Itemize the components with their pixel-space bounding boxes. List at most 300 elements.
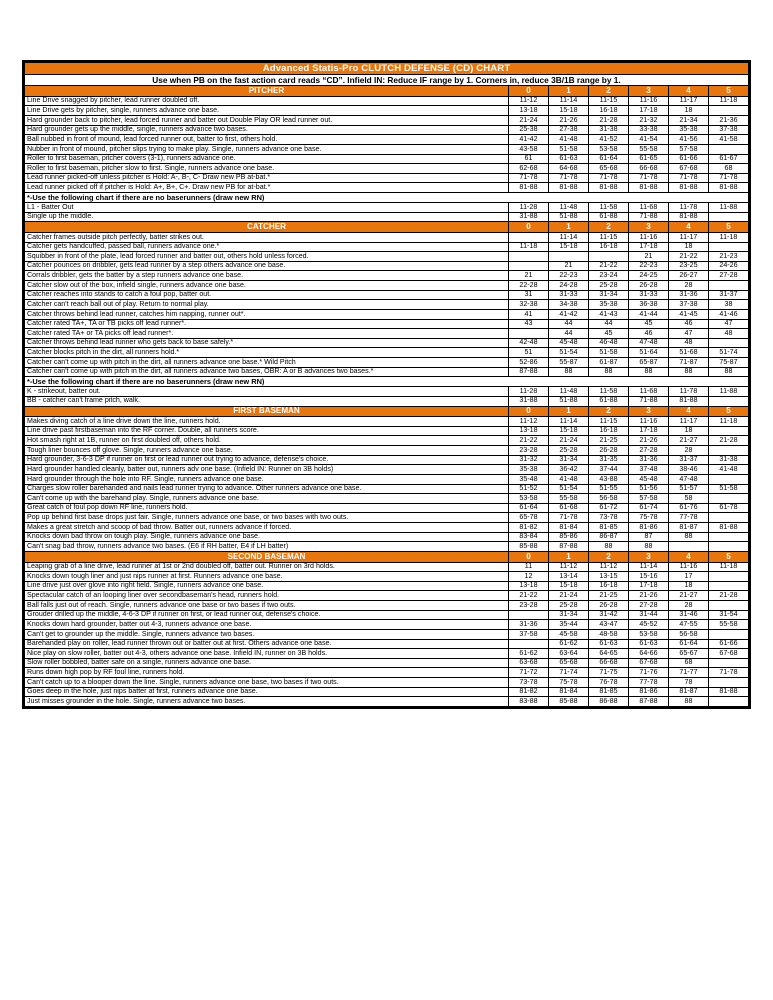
range-value: 43-88 bbox=[588, 474, 628, 484]
range-value: 11-88 bbox=[708, 203, 748, 213]
range-value: 16-18 bbox=[588, 581, 628, 591]
range-value: 11-58 bbox=[588, 203, 628, 213]
range-column-header: 3 bbox=[628, 222, 668, 233]
range-value: 41-52 bbox=[588, 135, 628, 145]
range-value: 21-25 bbox=[588, 591, 628, 601]
table-row bbox=[25, 678, 749, 688]
table-row bbox=[25, 144, 749, 154]
range-value: 11-58 bbox=[588, 387, 628, 397]
range-column-header: 5 bbox=[708, 406, 748, 417]
range-column-header: 3 bbox=[628, 406, 668, 417]
range-value: 58 bbox=[668, 494, 708, 504]
range-value: 71-77 bbox=[668, 668, 708, 678]
play-description: Hard grounder handled cleanly, batter out, runners adv one base. (Infield IN: Runner on 3B holds) bbox=[25, 465, 509, 475]
range-value: 17 bbox=[668, 572, 708, 582]
range-value: 31-37 bbox=[668, 455, 708, 465]
play-description: Catcher throws behind lead runner who gets back to base safely.* bbox=[25, 338, 509, 348]
range-value: 11-18 bbox=[708, 562, 748, 572]
range-value: 11-68 bbox=[628, 203, 668, 213]
range-value: 47-48 bbox=[668, 474, 708, 484]
table-row bbox=[25, 542, 749, 552]
table-row bbox=[25, 697, 749, 707]
table-row bbox=[25, 417, 749, 427]
range-value: 65-68 bbox=[548, 658, 588, 668]
range-value: 61-65 bbox=[628, 154, 668, 164]
range-value: 11-12 bbox=[508, 417, 548, 427]
play-description: Can't snag bad throw, runners advance two bases. (E6 if RH batter, E4 if LH batter) bbox=[25, 542, 509, 552]
range-value: 81-88 bbox=[668, 396, 708, 406]
range-value: 16-18 bbox=[588, 242, 628, 252]
section-note-row bbox=[25, 377, 749, 387]
range-value: 15-18 bbox=[548, 242, 588, 252]
range-value: 31-37 bbox=[708, 290, 748, 300]
range-value: 41-45 bbox=[668, 309, 708, 319]
range-value bbox=[708, 658, 748, 668]
range-value: 61-88 bbox=[588, 396, 628, 406]
table-row bbox=[25, 532, 749, 542]
table-row bbox=[25, 252, 749, 262]
range-value: 67-68 bbox=[628, 658, 668, 668]
range-value: 71-88 bbox=[628, 212, 668, 222]
range-column-header: 0 bbox=[508, 406, 548, 417]
play-description: Can't come up with the barehand play. Single, runners advance one base. bbox=[25, 494, 509, 504]
table-row bbox=[25, 164, 749, 174]
range-value: 21 bbox=[548, 261, 588, 271]
range-value: 46-48 bbox=[588, 338, 628, 348]
range-value: 43-58 bbox=[508, 144, 548, 154]
range-value: 46 bbox=[628, 329, 668, 339]
range-value: 11-88 bbox=[708, 387, 748, 397]
range-value: 61-66 bbox=[708, 639, 748, 649]
range-value: 11-14 bbox=[628, 562, 668, 572]
play-description: Catcher can't come up with pitch in the dirt, all runners advance two bases, OBR: A or B advances two bases.* bbox=[25, 367, 509, 377]
range-value: 35-38 bbox=[668, 125, 708, 135]
range-value: 57-58 bbox=[668, 144, 708, 154]
range-value: 63-68 bbox=[508, 658, 548, 668]
range-column-header: 2 bbox=[588, 86, 628, 97]
range-value: 51-88 bbox=[548, 212, 588, 222]
table-row bbox=[25, 503, 749, 513]
table-row bbox=[25, 173, 749, 183]
table-row bbox=[25, 387, 749, 397]
range-value bbox=[708, 601, 748, 611]
range-value: 51 bbox=[508, 348, 548, 358]
range-value: 11-17 bbox=[668, 232, 708, 242]
table-row bbox=[25, 319, 749, 329]
range-value: 41-48 bbox=[708, 465, 748, 475]
range-value: 61-67 bbox=[708, 154, 748, 164]
range-value: 88 bbox=[708, 367, 748, 377]
play-description: Great catch of foul pop down RF line, runners hold. bbox=[25, 503, 509, 513]
range-value: 81-88 bbox=[708, 183, 748, 193]
range-value: 61-64 bbox=[588, 154, 628, 164]
range-value: 81-88 bbox=[708, 523, 748, 533]
range-value: 31-36 bbox=[508, 620, 548, 630]
range-value: 21-28 bbox=[588, 116, 628, 126]
table-row bbox=[25, 629, 749, 639]
range-value: 53-58 bbox=[588, 144, 628, 154]
range-value: 13-15 bbox=[588, 572, 628, 582]
play-description: L1 - Batter Out bbox=[25, 203, 509, 213]
range-value: 51-56 bbox=[628, 484, 668, 494]
section-title: PITCHER bbox=[25, 86, 509, 97]
range-value: 27-28 bbox=[628, 601, 668, 611]
range-value: 36-38 bbox=[628, 300, 668, 310]
range-value: 41-56 bbox=[668, 135, 708, 145]
range-value: 81-88 bbox=[548, 183, 588, 193]
range-value: 56-58 bbox=[588, 494, 628, 504]
range-value: 71-72 bbox=[508, 668, 548, 678]
range-value: 81-85 bbox=[588, 687, 628, 697]
range-value: 51-74 bbox=[708, 348, 748, 358]
range-value: 86-87 bbox=[588, 532, 628, 542]
range-value: 21-26 bbox=[628, 591, 668, 601]
range-value: 73-78 bbox=[508, 678, 548, 688]
range-value: 31-88 bbox=[508, 212, 548, 222]
play-description: Hard grounder through the hole into RF. Single, runners advance one base. bbox=[25, 474, 509, 484]
range-value: 48-58 bbox=[588, 629, 628, 639]
table-row bbox=[25, 106, 749, 116]
range-value: 81-87 bbox=[668, 523, 708, 533]
range-value: 48 bbox=[668, 338, 708, 348]
play-description: Catcher pounces on dribbler, gets lead runner by a step others advance one base. bbox=[25, 261, 509, 271]
range-value: 11-14 bbox=[548, 96, 588, 106]
range-value: 11-28 bbox=[508, 203, 548, 213]
table-row bbox=[25, 242, 749, 252]
range-value: 26-27 bbox=[668, 271, 708, 281]
range-value: 85-88 bbox=[548, 697, 588, 707]
section-header-catcher bbox=[25, 222, 749, 233]
range-value: 15-18 bbox=[548, 426, 588, 436]
table-row bbox=[25, 581, 749, 591]
range-value: 81-88 bbox=[668, 212, 708, 222]
range-value: 24-25 bbox=[628, 271, 668, 281]
range-value: 31-34 bbox=[548, 610, 588, 620]
play-description: Hard grounder back to pitcher, lead forced runner and batter out Double Play OR lead runner out. bbox=[25, 116, 509, 126]
range-value: 61-64 bbox=[508, 503, 548, 513]
range-value: 65-68 bbox=[588, 164, 628, 174]
range-value bbox=[708, 494, 748, 504]
range-value: 85-86 bbox=[548, 532, 588, 542]
range-value: 75-87 bbox=[708, 358, 748, 368]
table-row bbox=[25, 232, 749, 242]
range-value: 87-88 bbox=[628, 697, 668, 707]
range-value: 75-78 bbox=[548, 678, 588, 688]
range-value: 52-86 bbox=[508, 358, 548, 368]
table-row bbox=[25, 116, 749, 126]
range-value: 37-48 bbox=[628, 465, 668, 475]
range-value: 45 bbox=[628, 319, 668, 329]
table-row bbox=[25, 329, 749, 339]
chart-title-row bbox=[25, 63, 749, 75]
range-value: 44 bbox=[588, 319, 628, 329]
play-description: Squibber in front of the plate, lead forced runner and batter out, others hold unless forced. bbox=[25, 252, 509, 262]
range-value: 61-62 bbox=[508, 649, 548, 659]
range-value: 17-18 bbox=[628, 426, 668, 436]
range-value: 23-28 bbox=[508, 601, 548, 611]
range-column-header: 0 bbox=[508, 86, 548, 97]
range-value: 45-48 bbox=[628, 474, 668, 484]
table-row bbox=[25, 426, 749, 436]
range-value: 81-88 bbox=[628, 183, 668, 193]
range-value bbox=[508, 261, 548, 271]
table-row bbox=[25, 484, 749, 494]
range-value: 17-18 bbox=[628, 106, 668, 116]
range-value: 16-18 bbox=[588, 106, 628, 116]
range-value: 11-18 bbox=[708, 96, 748, 106]
range-value: 11-18 bbox=[708, 417, 748, 427]
range-value: 71-74 bbox=[548, 668, 588, 678]
range-value: 57-58 bbox=[628, 494, 668, 504]
table-row bbox=[25, 300, 749, 310]
range-value: 71-78 bbox=[508, 173, 548, 183]
table-row bbox=[25, 455, 749, 465]
range-value: 47-55 bbox=[668, 620, 708, 630]
range-value: 81-87 bbox=[668, 687, 708, 697]
range-value: 61-68 bbox=[548, 503, 588, 513]
range-value: 21-22 bbox=[508, 591, 548, 601]
range-value: 81-88 bbox=[508, 183, 548, 193]
range-value: 25-38 bbox=[508, 125, 548, 135]
play-description: K - strikeout, batter out. bbox=[25, 387, 509, 397]
range-value bbox=[708, 144, 748, 154]
range-value: 81-85 bbox=[588, 523, 628, 533]
range-value: 88 bbox=[668, 697, 708, 707]
range-value: 11-15 bbox=[588, 232, 628, 242]
play-description: BB - catcher can't frame pitch, walk. bbox=[25, 396, 509, 406]
range-value: 55-58 bbox=[628, 144, 668, 154]
range-value: 15-16 bbox=[628, 572, 668, 582]
range-value bbox=[708, 513, 748, 523]
range-value: 71-76 bbox=[628, 668, 668, 678]
table-row bbox=[25, 358, 749, 368]
range-value: 11-78 bbox=[668, 203, 708, 213]
range-value: 71-78 bbox=[708, 173, 748, 183]
range-value bbox=[708, 572, 748, 582]
play-description: Knocks down hard grounder, batter out 4-3, runners advance one base. bbox=[25, 620, 509, 630]
range-value: 61-66 bbox=[668, 154, 708, 164]
range-value: 11-48 bbox=[548, 387, 588, 397]
range-value: 11-78 bbox=[668, 387, 708, 397]
range-value: 61 bbox=[508, 154, 548, 164]
table-row bbox=[25, 639, 749, 649]
range-value: 41-44 bbox=[628, 309, 668, 319]
table-row bbox=[25, 125, 749, 135]
range-value: 55-58 bbox=[548, 494, 588, 504]
range-value: 88 bbox=[668, 532, 708, 542]
range-value: 61-88 bbox=[588, 212, 628, 222]
range-value: 61-63 bbox=[548, 154, 588, 164]
play-description: Leaping grab of a line drive, lead runner at 1st or 2nd doubled off, batter out. Runner on 3rd holds. bbox=[25, 562, 509, 572]
range-value: 81-88 bbox=[588, 183, 628, 193]
range-value: 41-48 bbox=[548, 135, 588, 145]
range-value bbox=[708, 242, 748, 252]
table-row bbox=[25, 135, 749, 145]
play-description: Makes a great stretch and scoop of bad throw. Batter out, runners advance if forced. bbox=[25, 523, 509, 533]
range-column-header: 5 bbox=[708, 222, 748, 233]
play-description: Catcher reaches into stands to catch a foul pop, batter out. bbox=[25, 290, 509, 300]
range-value bbox=[708, 446, 748, 456]
range-value: 68 bbox=[668, 658, 708, 668]
range-value: 31-38 bbox=[588, 125, 628, 135]
play-description: Lead runner picked-off unless pitcher is Hold: A-, B-, C- Draw new PB at-bat.* bbox=[25, 173, 509, 183]
range-value: 22-23 bbox=[548, 271, 588, 281]
range-value: 81-82 bbox=[508, 687, 548, 697]
range-value bbox=[708, 338, 748, 348]
range-value: 22-28 bbox=[508, 281, 548, 291]
chart-body bbox=[25, 63, 749, 707]
range-value: 37-38 bbox=[668, 300, 708, 310]
play-description: Hard grounder, 3-6-3 DP if runner on first or lead runner out trying to advance, defense's choice. bbox=[25, 455, 509, 465]
range-value: 17-18 bbox=[628, 581, 668, 591]
range-column-header: 2 bbox=[588, 551, 628, 562]
range-value: 21-22 bbox=[508, 436, 548, 446]
range-value: 21-24 bbox=[508, 116, 548, 126]
range-value: 13-14 bbox=[548, 572, 588, 582]
range-value bbox=[708, 426, 748, 436]
table-row bbox=[25, 572, 749, 582]
range-value: 44 bbox=[548, 319, 588, 329]
range-value bbox=[708, 396, 748, 406]
range-value: 71-78 bbox=[668, 173, 708, 183]
play-description: Catcher gets handcuffed, passed ball, runners advance one.* bbox=[25, 242, 509, 252]
range-value: 43-47 bbox=[588, 620, 628, 630]
range-value: 21-22 bbox=[668, 252, 708, 262]
table-row bbox=[25, 465, 749, 475]
range-value: 31-88 bbox=[508, 396, 548, 406]
range-value: 51-54 bbox=[548, 348, 588, 358]
play-description: Catcher throws behind lead runner, catches him napping, runner out*. bbox=[25, 309, 509, 319]
range-value: 15-18 bbox=[548, 581, 588, 591]
range-value: 28 bbox=[668, 601, 708, 611]
play-description: Line drive just over glove into right field. Single, runners advance one base. bbox=[25, 581, 509, 591]
range-value bbox=[708, 106, 748, 116]
range-value: 71-78 bbox=[548, 173, 588, 183]
range-value: 21-36 bbox=[708, 116, 748, 126]
usage-note-row bbox=[25, 75, 749, 86]
section-title: SECOND BASEMAN bbox=[25, 551, 509, 562]
table-row bbox=[25, 96, 749, 106]
range-value: 38-46 bbox=[668, 465, 708, 475]
range-value: 33-38 bbox=[628, 125, 668, 135]
range-value: 26-28 bbox=[628, 281, 668, 291]
range-value bbox=[708, 581, 748, 591]
range-value: 64-66 bbox=[628, 649, 668, 659]
table-row bbox=[25, 212, 749, 222]
table-row bbox=[25, 436, 749, 446]
play-description: Runs down high pop by RF foul line, runners hold. bbox=[25, 668, 509, 678]
play-description: Pop up behind first base drops just fair. Single, runners advance one base, or two bases with two outs. bbox=[25, 513, 509, 523]
chart-title: Advanced Statis-Pro CLUTCH DEFENSE (CD) CHART bbox=[25, 63, 749, 75]
table-row bbox=[25, 338, 749, 348]
table-row bbox=[25, 687, 749, 697]
range-value: 41-43 bbox=[588, 309, 628, 319]
range-value bbox=[708, 532, 748, 542]
range-value: 23-28 bbox=[508, 446, 548, 456]
table-row bbox=[25, 620, 749, 630]
range-value: 27-28 bbox=[708, 271, 748, 281]
range-column-header: 4 bbox=[668, 551, 708, 562]
range-value: 61-64 bbox=[668, 639, 708, 649]
range-value bbox=[708, 212, 748, 222]
range-value: 66-68 bbox=[628, 164, 668, 174]
table-row bbox=[25, 562, 749, 572]
range-value: 11-15 bbox=[588, 417, 628, 427]
range-value: 28 bbox=[668, 446, 708, 456]
play-description: Spectacular catch of an looping liner over secondbaseman's head, runners hold. bbox=[25, 591, 509, 601]
section-note-row bbox=[25, 193, 749, 203]
range-value: 67-68 bbox=[668, 164, 708, 174]
range-value: 37-44 bbox=[588, 465, 628, 475]
range-column-header: 3 bbox=[628, 551, 668, 562]
play-description: Ball nubbed in front of mound, lead forced runner out, batter to first, others hold. bbox=[25, 135, 509, 145]
range-value: 66-68 bbox=[588, 658, 628, 668]
range-value: 41-42 bbox=[548, 309, 588, 319]
section-header-pitcher bbox=[25, 86, 749, 97]
range-value: 88 bbox=[588, 542, 628, 552]
range-value: 21-24 bbox=[548, 591, 588, 601]
range-value: 21-27 bbox=[668, 436, 708, 446]
range-value: 81-88 bbox=[668, 183, 708, 193]
table-row bbox=[25, 367, 749, 377]
range-value: 21-24 bbox=[548, 436, 588, 446]
range-value bbox=[668, 542, 708, 552]
range-column-header: 2 bbox=[588, 222, 628, 233]
range-value: 11-16 bbox=[628, 96, 668, 106]
range-value: 41-58 bbox=[708, 135, 748, 145]
range-value bbox=[708, 678, 748, 688]
range-value: 31-34 bbox=[588, 290, 628, 300]
table-row bbox=[25, 154, 749, 164]
range-value: 31-36 bbox=[668, 290, 708, 300]
range-value: 21-32 bbox=[628, 116, 668, 126]
range-value: 71-78 bbox=[708, 668, 748, 678]
range-value: 47-48 bbox=[628, 338, 668, 348]
range-value: 21-23 bbox=[708, 252, 748, 262]
range-value: 68 bbox=[708, 164, 748, 174]
range-value: 35-38 bbox=[588, 300, 628, 310]
range-value bbox=[708, 281, 748, 291]
range-value: 61-62 bbox=[548, 639, 588, 649]
play-description: Line Drive snagged by pitcher, lead runner doubled off. bbox=[25, 96, 509, 106]
range-column-header: 1 bbox=[548, 406, 588, 417]
table-row bbox=[25, 446, 749, 456]
range-value: 47 bbox=[708, 319, 748, 329]
range-value: 26-28 bbox=[588, 601, 628, 611]
range-value: 37-38 bbox=[708, 125, 748, 135]
table-row bbox=[25, 610, 749, 620]
range-value: 11-14 bbox=[548, 232, 588, 242]
range-value: 86-88 bbox=[588, 697, 628, 707]
range-value: 88 bbox=[668, 367, 708, 377]
range-value: 17-18 bbox=[628, 242, 668, 252]
range-value: 31-33 bbox=[628, 290, 668, 300]
range-value bbox=[708, 542, 748, 552]
range-value: 11-12 bbox=[548, 562, 588, 572]
range-value: 51-68 bbox=[668, 348, 708, 358]
range-value: 23-25 bbox=[668, 261, 708, 271]
range-value bbox=[508, 232, 548, 242]
range-value: 81-86 bbox=[628, 523, 668, 533]
range-value: 25-28 bbox=[588, 281, 628, 291]
range-value: 81-88 bbox=[708, 687, 748, 697]
range-value: 38 bbox=[708, 300, 748, 310]
range-value: 88 bbox=[548, 367, 588, 377]
section-note: *-Use the following chart if there are no baserunners (draw new RN) bbox=[25, 193, 749, 203]
play-description: Just misses grounder in the hole. Single, runners advance two bases. bbox=[25, 697, 509, 707]
play-description: Hard grounder gets up the middle, single, runners advance two bases. bbox=[25, 125, 509, 135]
range-value: 56-58 bbox=[668, 629, 708, 639]
